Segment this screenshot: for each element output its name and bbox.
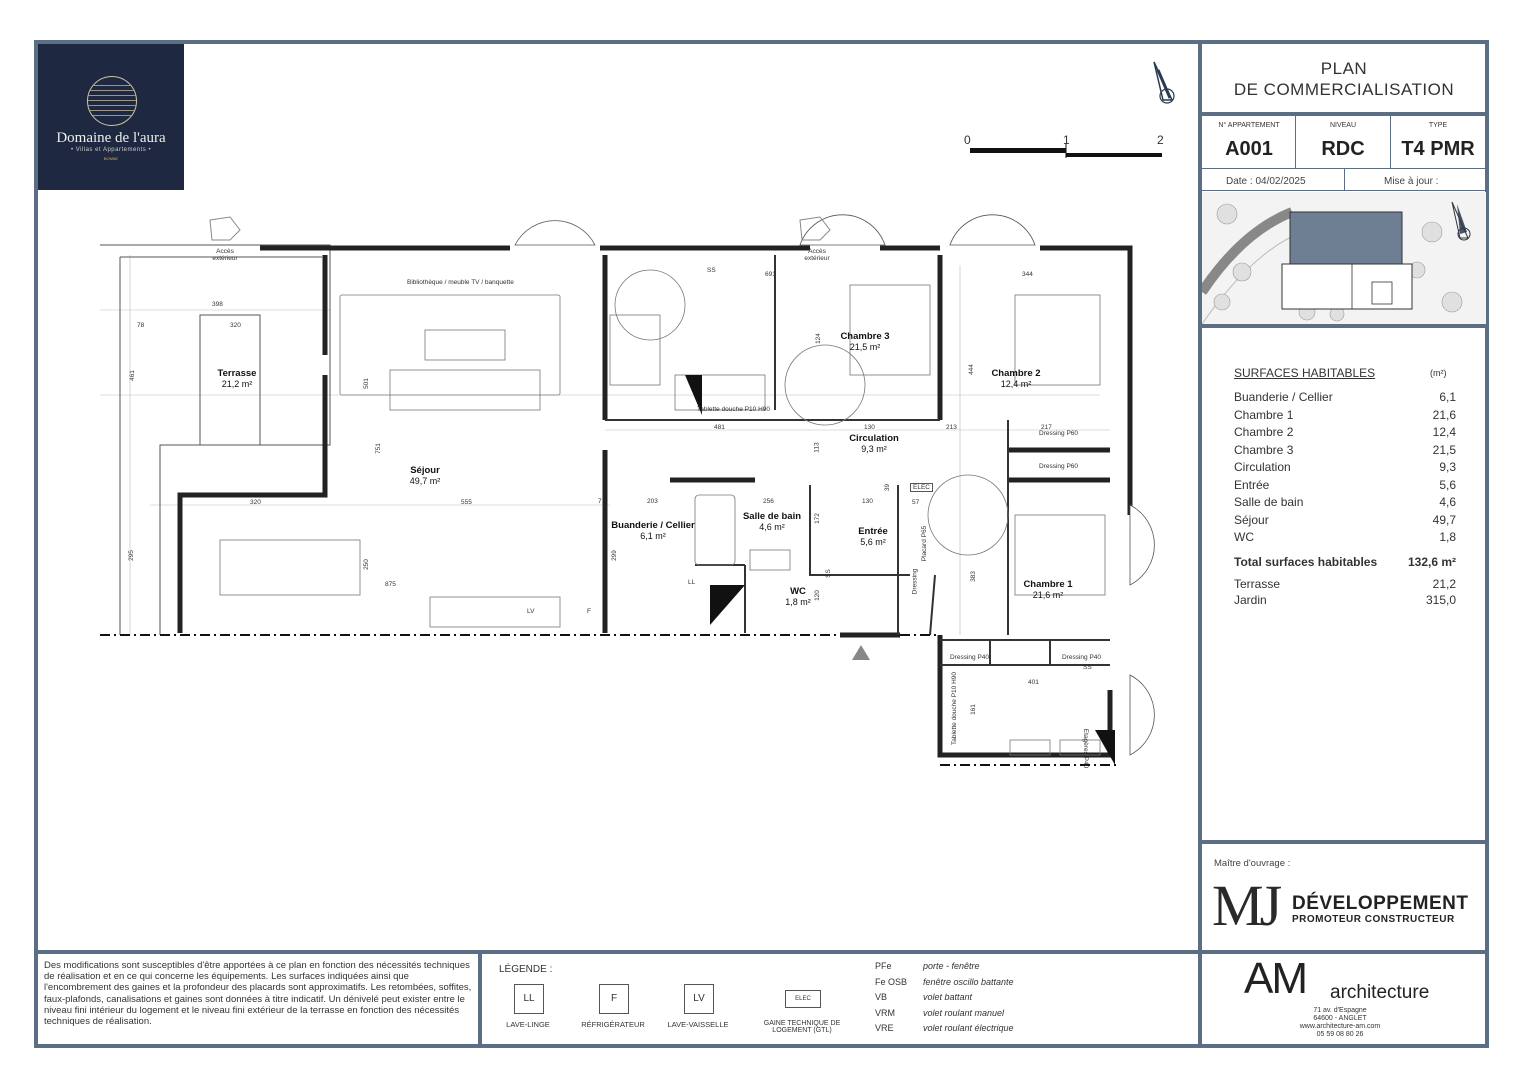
scale-tick-0: 0 <box>964 133 971 147</box>
legend-ll-icon: LL <box>514 984 544 1014</box>
dim-172: 172 <box>813 513 821 524</box>
room-terrasse-area: 21,2 m² <box>221 379 253 389</box>
abbreviation-key: VB <box>875 992 888 1002</box>
room-sejour-area: 49,7 m² <box>409 476 441 486</box>
dressing-label-1: Dressing P60 <box>1039 430 1079 437</box>
dim-555: 555 <box>461 499 472 506</box>
surfaces-unit: (m²) <box>1430 368 1447 378</box>
disclaimer: Des modifications sont susceptibles d'être apportées à ce plan en fonction des nécessités techniques de réalisation et en ce qui concerne les équipements. Les surfaces indiquées ainsi que l'encombrement des gaines et la profondeur des placards sont approximatifs. Les retombées, soffites, faux-plafonds, canalisations et gaines sont données à titre indicatif. Un dénivelé peut exister entre le niveau fini intérieur du logement et le niveau fini extérieur de la terrasse en fonction des nécessités techniques de réalisation. <box>44 960 472 1028</box>
dim-501: 501 <box>362 378 370 389</box>
room-chambre-2 <box>984 368 1048 389</box>
surfaces-row <box>1234 460 1456 477</box>
appartement-value: A001 <box>1225 138 1273 160</box>
dim-130-b: 130 <box>862 498 873 505</box>
room-circulation <box>842 433 906 454</box>
surfaces-row-value: 4,6 <box>1439 495 1456 509</box>
room-entree <box>851 526 895 547</box>
dim-7: 7 <box>598 498 602 505</box>
f-mark: F <box>587 608 591 615</box>
mj-sub: PROMOTEUR CONSTRUCTEUR <box>1292 914 1455 925</box>
placard-label: Placard P65 <box>921 525 929 562</box>
divider-cell-2 <box>1390 116 1391 168</box>
abbreviation-key: Fe OSB <box>875 976 908 987</box>
abbreviation-value: volet battant <box>923 992 973 1002</box>
divider-footer-1 <box>478 952 482 1048</box>
surfaces-extra-value: 315,0 <box>1425 593 1456 607</box>
dim-203: 203 <box>647 498 658 505</box>
dressing-label-4: Dressing P40 <box>1062 654 1102 661</box>
dim-481: 481 <box>714 424 725 431</box>
dim-383: 383 <box>969 571 977 582</box>
abbreviation-row <box>875 992 973 1002</box>
divider-surfaces <box>1200 840 1488 844</box>
abbreviation-key: VRM <box>875 1007 895 1018</box>
mj-logo: MJ <box>1212 873 1279 938</box>
am-address-line: www.architecture-am.com <box>1299 1023 1381 1030</box>
room-chambre-3-area: 21,5 m² <box>849 342 881 352</box>
logo-emblem-icon <box>87 76 137 126</box>
divider-cell-1 <box>1295 116 1296 168</box>
dim-120: 120 <box>813 590 821 601</box>
dim-256: 256 <box>763 498 774 505</box>
divider-main <box>1198 40 1202 952</box>
abbreviation-row <box>875 961 980 971</box>
domaine-logo <box>38 44 184 190</box>
room-chambre-3-name: Chambre 3 <box>840 331 890 342</box>
surfaces-total-label: Total surfaces habitables <box>1234 555 1378 569</box>
mj-name: DÉVELOPPEMENT <box>1292 893 1469 914</box>
legend-elec-icon: ELEC <box>785 990 821 1008</box>
dim-320-b: 320 <box>250 499 261 506</box>
plan-title-line2: DE COMMERCIALISATION <box>1233 80 1455 99</box>
dim-344: 344 <box>1022 271 1033 278</box>
room-chambre-1-area: 21,6 m² <box>1032 590 1064 600</box>
room-salle-de-bain <box>737 511 807 532</box>
surfaces-row-label: WC <box>1234 530 1254 544</box>
surfaces-row <box>1234 408 1456 425</box>
update-label: Mise à jour : <box>1384 176 1439 187</box>
room-entree-name: Entrée <box>858 526 888 537</box>
site-map-north-icon <box>1448 200 1478 242</box>
type-label: TYPE <box>1428 122 1448 129</box>
dim-295: 295 <box>127 550 135 561</box>
dim-444: 444 <box>967 364 975 375</box>
abbreviation-row <box>875 1007 1005 1018</box>
logo-sub: • Villas et Appartements • <box>70 147 152 153</box>
scale-bar <box>966 144 1166 158</box>
bibliotheque-label: Bibliothèque / meuble TV / banquette <box>407 279 514 286</box>
north-arrow-icon <box>1148 60 1182 106</box>
dim-401: 401 <box>1028 679 1039 686</box>
abbreviation-key: PFe <box>875 961 892 971</box>
dressing-label-2: Dressing P60 <box>1039 463 1079 470</box>
am-address <box>1290 1007 1390 1039</box>
site-map <box>1202 192 1486 324</box>
room-sejour-name: Séjour <box>410 465 440 476</box>
abbreviation-value: fenêtre oscillo battante <box>923 976 1014 987</box>
surfaces-row-value: 9,3 <box>1439 460 1456 474</box>
surfaces-row-label: Chambre 1 <box>1234 407 1294 422</box>
am-address-line: 64600 - ANGLET <box>1313 1015 1367 1022</box>
surfaces-row-value: 21,5 <box>1432 442 1456 457</box>
legend-title: LÉGENDE : <box>499 964 553 975</box>
abbreviation-row <box>875 976 1014 987</box>
type-value: T4 PMR <box>1401 138 1475 160</box>
maitre-label: Maître d'ouvrage : <box>1214 858 1291 869</box>
abbreviation-row <box>875 1023 1014 1033</box>
room-entree-area: 5,6 m² <box>860 537 886 547</box>
dim-751: 751 <box>374 443 382 454</box>
surfaces-row-value: 21,6 <box>1432 407 1456 422</box>
surfaces-row <box>1234 443 1456 460</box>
am-address-line: 71 av. d'Espagne <box>1313 1007 1367 1014</box>
lv-mark: LV <box>527 608 535 615</box>
dim-299: 299 <box>610 550 618 561</box>
room-circulation-name: Circulation <box>849 433 899 444</box>
dim-398: 398 <box>212 301 223 308</box>
dim-130-a: 130 <box>864 424 875 431</box>
surfaces-row <box>1234 478 1456 495</box>
room-wc <box>778 586 818 607</box>
date-label: Date : 04/02/2025 <box>1226 176 1306 187</box>
dim-875: 875 <box>385 581 396 588</box>
surfaces-total-value: 132,6 m² <box>1407 555 1456 569</box>
divider-date <box>1200 190 1488 191</box>
room-buanderie-name: Buanderie / Cellier <box>611 520 695 531</box>
ss-mark-2: SS <box>1083 664 1092 671</box>
dim-250: 250 <box>362 559 370 570</box>
room-sejour <box>395 465 455 486</box>
room-wc-name: WC <box>790 586 806 597</box>
acces-label-1: Accès extérieur <box>212 248 238 262</box>
surfaces-row <box>1234 495 1456 512</box>
divider-footer-2 <box>1198 952 1202 1048</box>
legend-elec-label: GAINE TECHNIQUE DE LOGEMENT (GTL) <box>763 1020 841 1034</box>
appartement-label: N° APPARTEMENT <box>1218 122 1280 129</box>
surfaces-row-label: Chambre 2 <box>1234 425 1294 439</box>
room-terrasse <box>205 368 269 389</box>
legend-f-icon: F <box>599 984 629 1014</box>
ss-mark-1: SS <box>707 267 716 274</box>
divider-map <box>1200 324 1488 328</box>
surfaces-row-value: 49,7 <box>1432 512 1456 527</box>
room-chambre-1-name: Chambre 1 <box>1023 579 1073 590</box>
plan-title <box>1204 58 1484 100</box>
ss-mark-3: SS <box>824 569 832 578</box>
room-buanderie <box>605 520 701 541</box>
surfaces-row-label: Buanderie / Cellier <box>1234 390 1333 404</box>
legend-lv-icon: LV <box>684 984 714 1014</box>
surfaces-row-value: 5,6 <box>1439 477 1456 492</box>
dim-320-a: 320 <box>230 322 241 329</box>
etageres-label: Etagères P40 <box>1082 728 1090 769</box>
surfaces-row-value: 6,1 <box>1439 390 1456 404</box>
tablette-label-2: Tablette douche P10 H90 <box>951 672 958 745</box>
abbreviation-value: volet roulant manuel <box>923 1007 1005 1018</box>
surfaces-row-label: Circulation <box>1234 460 1291 474</box>
plan-title-line1: PLAN <box>1320 59 1368 78</box>
surfaces-title: SURFACES HABITABLES <box>1234 366 1376 380</box>
dim-78: 78 <box>137 322 145 329</box>
am-address-line: 05 59 08 80 26 <box>1316 1031 1364 1038</box>
surfaces-row-value: 1,8 <box>1439 530 1456 544</box>
surfaces-extra-label: Terrasse <box>1234 577 1281 591</box>
logo-tag: BONNE <box>103 156 119 161</box>
room-chambre-2-area: 12,4 m² <box>1000 379 1032 389</box>
legend-ll-label: LAVE-LINGE <box>506 1020 550 1029</box>
surfaces-row-label: Entrée <box>1234 477 1270 492</box>
niveau-label: NIVEAU <box>1329 122 1357 129</box>
surfaces-row-value: 12,4 <box>1432 425 1456 439</box>
surfaces-row-label: Salle de bain <box>1234 495 1304 509</box>
elec-label: ELEC <box>910 483 933 492</box>
am-word: architecture <box>1330 982 1430 1003</box>
acces-label-2: Accès extérieur <box>804 248 830 262</box>
abbreviation-value: porte - fenêtre <box>923 961 980 971</box>
niveau-value: RDC <box>1321 138 1365 160</box>
scale-tick-1: 1 <box>1063 133 1070 147</box>
dim-691: 691 <box>765 271 776 278</box>
room-terrasse-name: Terrasse <box>217 368 257 379</box>
room-chambre-2-name: Chambre 2 <box>991 368 1041 379</box>
surfaces-row <box>1234 530 1456 547</box>
scale-tick-2: 2 <box>1157 133 1164 147</box>
surfaces-row <box>1234 425 1456 442</box>
abbreviation-value: volet roulant électrique <box>923 1023 1014 1033</box>
surfaces-extra-row <box>1234 577 1456 594</box>
divider-date-cell <box>1344 168 1345 190</box>
room-circulation-area: 9,3 m² <box>861 444 887 454</box>
dim-461: 461 <box>128 370 136 381</box>
ll-mark: LL <box>688 579 696 586</box>
dressing-label-3: Dressing P40 <box>950 654 990 661</box>
room-chambre-3 <box>833 331 897 352</box>
surfaces-extra-row <box>1234 593 1456 610</box>
surfaces-row-label: Séjour <box>1234 512 1269 527</box>
room-wc-area: 1,8 m² <box>785 597 811 607</box>
dressing-vertical-label: Dressing <box>911 568 919 595</box>
dim-124: 124 <box>814 333 822 344</box>
floor-plan <box>90 195 1190 795</box>
surfaces-total-row <box>1234 555 1456 572</box>
surfaces-row <box>1234 513 1456 530</box>
legend-lv-label: LAVE-VAISSELLE <box>667 1020 729 1029</box>
dim-39: 39 <box>884 483 892 492</box>
surfaces-extra-value: 21,2 <box>1432 577 1456 591</box>
legend-f-label: RÉFRIGÉRATEUR <box>581 1020 645 1029</box>
surfaces-row-label: Chambre 3 <box>1234 442 1294 457</box>
surfaces-extra-label: Jardin <box>1234 593 1267 607</box>
abbreviation-key: VRE <box>875 1023 894 1033</box>
surfaces-row <box>1234 390 1456 407</box>
am-logo: AM <box>1244 954 1306 1003</box>
dim-161: 161 <box>969 704 977 715</box>
room-salle-de-bain-area: 4,6 m² <box>759 522 785 532</box>
dim-57: 57 <box>912 499 920 506</box>
room-chambre-1 <box>1016 579 1080 600</box>
dim-213: 213 <box>946 424 957 431</box>
room-buanderie-area: 6,1 m² <box>640 531 666 541</box>
tablette-label-1: Tablette douche P10 H90 <box>697 406 770 413</box>
logo-name: Domaine de l'aura <box>56 130 166 146</box>
room-salle-de-bain-name: Salle de bain <box>742 511 802 522</box>
dim-217: 217 <box>1041 424 1052 431</box>
divider-title <box>1200 112 1488 116</box>
dim-113: 113 <box>813 442 821 453</box>
